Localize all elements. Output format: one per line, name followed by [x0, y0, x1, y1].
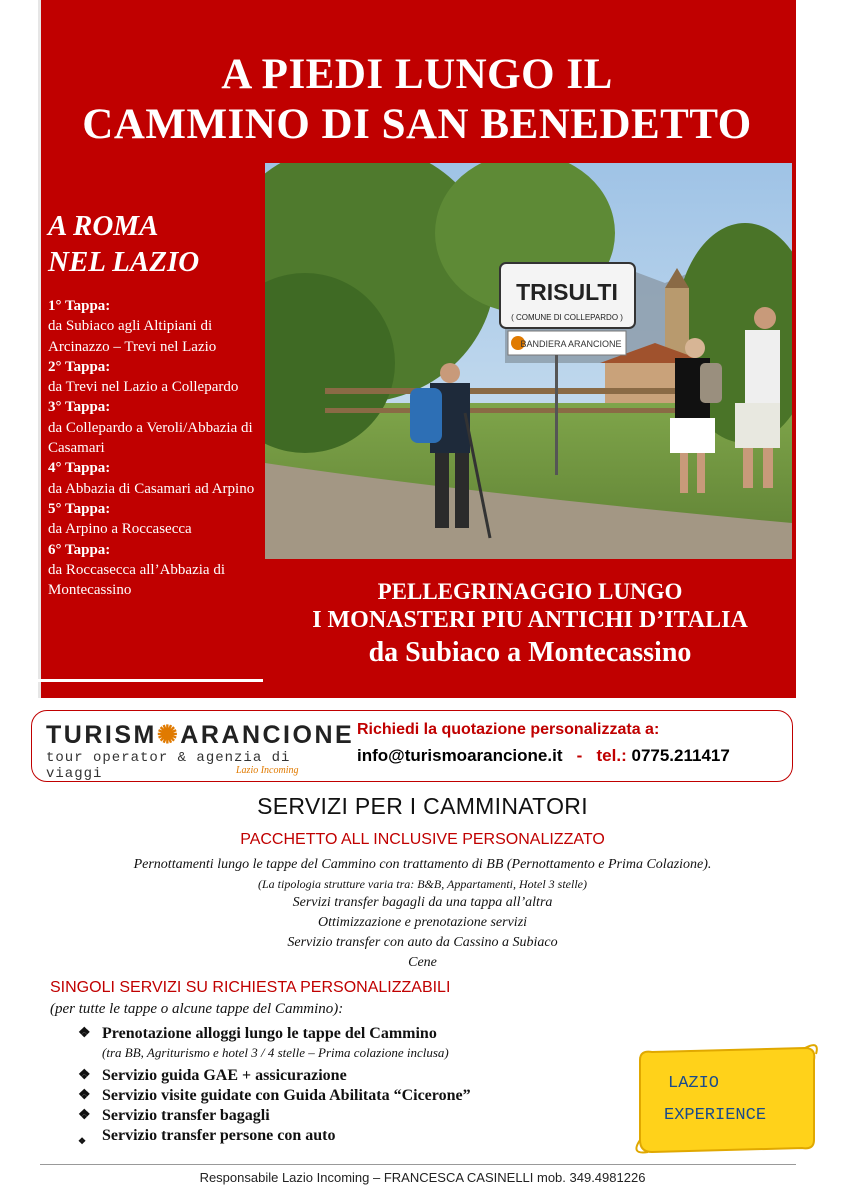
email-link[interactable]: info@turismoarancione.it	[357, 746, 563, 765]
item-text: Servizio visite guidate con Guida Abilitata “Cicerone”	[102, 1087, 471, 1104]
stage-route: da Abbazia di Casamari ad Arpino	[48, 480, 255, 497]
footer-divider	[40, 1164, 796, 1165]
pilgrimage-line3: da Subiaco a Montecassino	[368, 637, 692, 668]
stage-route: da Roccasecca all’Abbazia di Montecassino	[48, 561, 225, 599]
footer-contact: Responsabile Lazio Incoming – FRANCESCA CASINELLI mob. 349.4981226	[199, 1170, 646, 1185]
logo-main-b: ARANCIONE	[180, 721, 355, 749]
pilgrimage-line1: PELLEGRINAGGIO LUNGO	[377, 579, 683, 604]
diamond-bullet-icon: ❖	[78, 1108, 91, 1123]
stage-item	[48, 458, 263, 499]
diamond-bullet-icon: ❖	[78, 1026, 91, 1041]
stages-list	[48, 296, 263, 600]
item-text: Servizio transfer persone con auto	[102, 1127, 336, 1144]
sign-main-text: TRISULTI	[516, 279, 618, 305]
badge-line1: LAZIO	[668, 1074, 720, 1093]
item-text: Prenotazione alloggi lungo le tappe del Cammino	[102, 1025, 437, 1042]
package-line: Pernottamenti lungo le tappe del Cammino con trattamento di BB (Pernottamento e Prima Colazione).	[133, 857, 712, 872]
single-services-list	[78, 1024, 471, 1146]
main-title-line1: A PIEDI LUNGO IL	[221, 51, 613, 98]
poster-banner	[38, 0, 796, 698]
diamond-bullet-icon: ❖	[78, 1136, 87, 1146]
logo-main	[46, 721, 354, 749]
quote-request: Richiedi la quotazione personalizzata a:	[357, 721, 660, 738]
location-line2: NEL LAZIO	[48, 246, 200, 278]
logo-script: Lazio Incoming	[236, 765, 299, 776]
diamond-bullet-icon: ❖	[78, 1088, 91, 1103]
stage-route: da Subiaco agli Altipiani di Arcinazzo – Trevi nel Lazio	[48, 318, 217, 355]
stage-label: 2° Tappa:	[48, 358, 111, 375]
badge-line2: EXPERIENCE	[664, 1106, 767, 1125]
lazio-experience-badge	[630, 1040, 820, 1155]
stage-route: da Trevi nel Lazio a Collepardo	[48, 379, 239, 396]
single-services-note: (per tutte le tappe o alcune tappe del Cammino):	[50, 1001, 344, 1017]
item-text: Servizio guida GAE + assicurazione	[102, 1067, 347, 1084]
package-title: PACCHETTO ALL INCLUSIVE PERSONALIZZATO	[240, 831, 605, 848]
stage-item	[48, 357, 263, 398]
list-item-note: (tra BB, Agriturismo e hotel 3 / 4 stelle – Prima colazione inclusa)	[102, 1045, 449, 1060]
phone-link[interactable]: 0775.211417	[631, 746, 730, 765]
contact-box	[31, 710, 793, 782]
stage-item	[48, 397, 263, 458]
list-item	[78, 1024, 471, 1044]
contact-line	[357, 746, 730, 766]
stage-label: 4° Tappa:	[48, 460, 111, 477]
sun-icon: ✺	[156, 721, 181, 749]
contact-info	[357, 721, 730, 766]
photo-illustration	[265, 163, 792, 559]
logo-main-a: TURISM	[46, 721, 157, 749]
package-line: Cene	[408, 955, 437, 970]
tel-label: tel.:	[596, 746, 627, 765]
services-title: SERVIZI PER I CAMMINATORI	[257, 793, 588, 819]
stage-label: 3° Tappa:	[48, 399, 111, 416]
pilgrimage-text	[265, 578, 795, 671]
location-heading	[48, 208, 199, 280]
stage-label: 6° Tappa:	[48, 541, 111, 558]
stage-route: da Collepardo a Veroli/Abbazia di Casamari	[48, 419, 253, 457]
package-line: Servizi transfer bagagli da una tappa all’altra	[292, 895, 553, 910]
sign-flag-text: BANDIERA ARANCIONE	[520, 339, 622, 349]
stage-label: 1° Tappa:	[48, 298, 111, 314]
diamond-bullet-icon: ❖	[78, 1068, 91, 1083]
stage-item	[48, 540, 263, 601]
scroll-icon	[630, 1040, 820, 1155]
package-line: (La tipologia strutture varia tra: B&B, Appartamenti, Hotel 3 stelle)	[258, 877, 587, 891]
logo-tagline: tour operator & agenzia di viaggi	[46, 750, 291, 782]
single-services-title: SINGOLI SERVIZI SU RICHIESTA PERSONALIZZABILI	[50, 979, 451, 996]
location-line1: A ROMA	[48, 210, 159, 242]
stage-label: 5° Tappa:	[48, 500, 111, 517]
pilgrimage-line2: I MONASTERI PIU ANTICHI D’ITALIA	[312, 607, 748, 633]
sign-sub-text: ( COMUNE DI COLLEPARDO )	[511, 313, 623, 322]
package-line: Servizio transfer con auto da Cassino a Subiaco	[287, 935, 558, 950]
white-divider	[38, 679, 263, 682]
stage-route: da Arpino a Roccasecca	[48, 521, 192, 538]
trisulti-photo	[265, 163, 792, 559]
list-item	[78, 1086, 471, 1106]
package-line: Ottimizzazione e prenotazione servizi	[317, 915, 528, 930]
stage-item	[48, 296, 263, 357]
item-text: Servizio transfer bagagli	[102, 1107, 270, 1124]
stage-item	[48, 499, 263, 540]
turismo-arancione-logo	[46, 720, 355, 782]
list-item	[78, 1106, 471, 1126]
package-lines	[0, 855, 845, 973]
list-item	[78, 1126, 471, 1146]
main-title-line2: CAMMINO DI SAN BENEDETTO	[82, 101, 752, 148]
list-item	[78, 1066, 471, 1086]
separator: -	[576, 746, 583, 765]
